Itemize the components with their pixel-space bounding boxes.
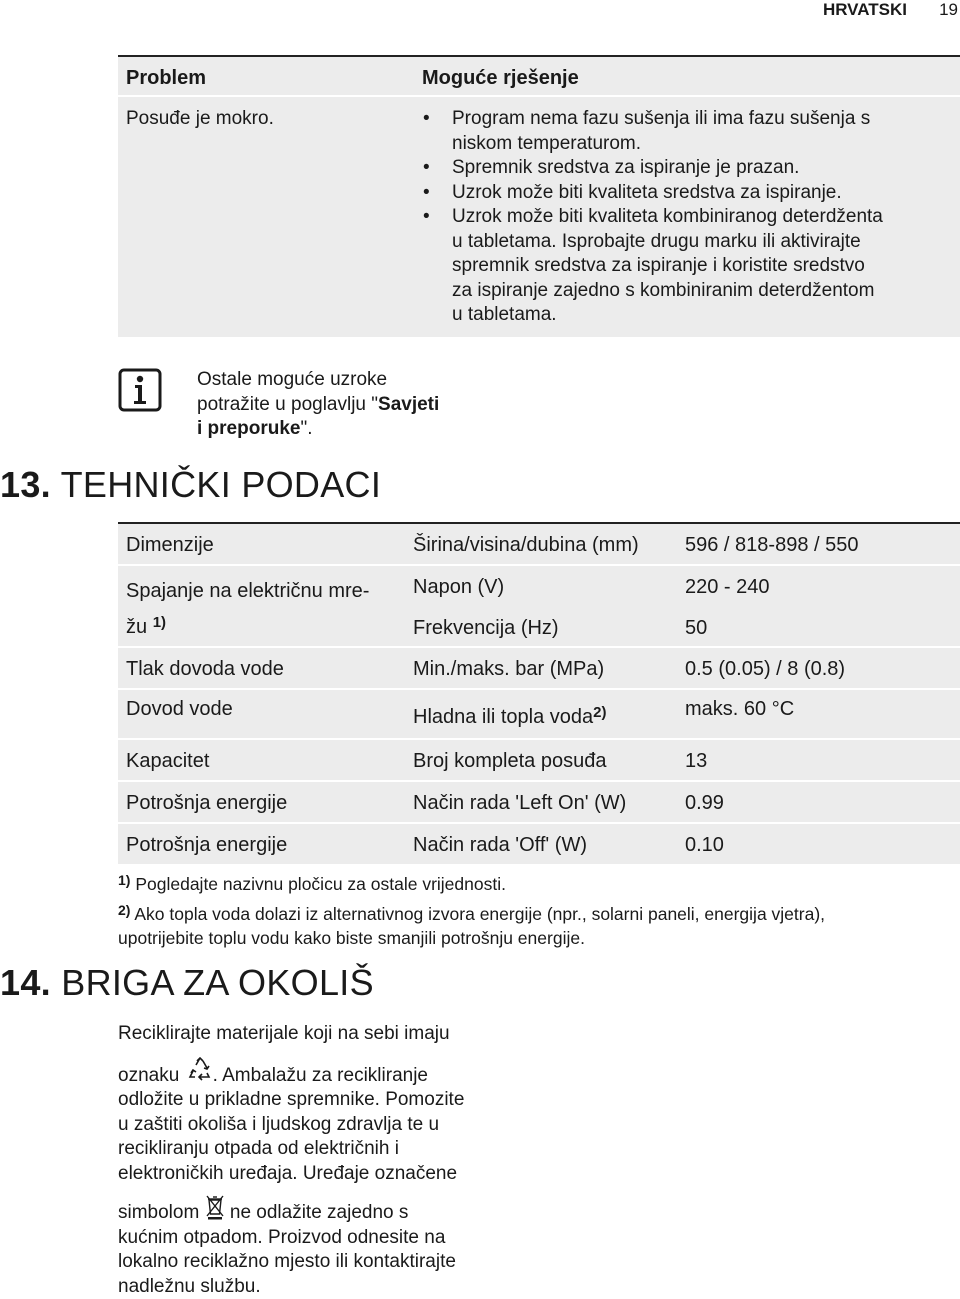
list-item: • Program nema fazu sušenja ili ima fazu sušenja s niskom temperaturom. [423,108,871,154]
list-item: • Uzrok može biti kvaliteta kombiniranog deterdženta u tabletama. Isprobajte drugu marku ili aktivirajte spremnik sredstva za ispiranje i koristite sredstvo za ispiranje zajedno s kombiniranim deterdžentom u tabletama. [423,206,883,325]
column-header-solution: Moguće rješenje [422,67,579,89]
table-header-row [118,57,960,97]
recycle-icon [187,1057,213,1083]
environment-paragraph: Reciklirajte materijale koji na sebi imaju oznaku . Ambalažu za recikliranje odložite u prikladne spremnike. Pomozite u zaštiti okoliša i ljudskog zdravlja te u recikliranju otpada od električnih i elektroničkih uređaja. Uređaje označene simbolom ne odlažite zajedno s kućnim otpadom. Proizvod odnesite na lokalno reciklažno mjesto ili kontaktirajte nadležnu službu. [118,1023,465,1297]
footnote-1: $^{1)}$ Pogledajte nazivnu pločicu za ostale vrijednosti. [118,872,506,894]
table-row: Potrošnja energije Način rada 'Off' (W) 0.10 [118,824,960,866]
table-row: Dimenzije Širina/visina/dubina (mm) 596 / 818-898 / 550 [118,524,960,566]
problem-cell: Posuđe je mokro. [126,108,274,129]
info-icon [118,368,162,412]
column-header-problem: Problem [126,67,207,89]
section-title: TEHNIČKI PODACI [60,464,382,505]
table-row: Tlak dovoda vode Min./maks. bar (MPa) 0.5 (0.05) / 8 (0.8) [118,648,960,690]
list-item: • Uzrok može biti kvaliteta sredstva za ispiranje. [423,181,842,203]
section-heading-technical-data [0,464,381,506]
table-row: Dovod vode Hladna ili topla voda$^{2)}$ maks. 60 °C [118,690,960,740]
solution-list [420,107,940,328]
list-item: • Spremnik sredstva za ispiranje je prazan. [423,157,800,178]
header-language: HRVATSKI [822,0,907,19]
section-number: 14. [0,962,51,1003]
table-row: Kapacitet Broj kompleta posuđa 13 [118,740,960,782]
section-number: 13. [0,464,51,505]
footnote-2: $^{2)}$ Ako topla voda dolazi iz alternativnog izvora energije (npr., solarni paneli, energija vjetra), upotrijebite toplu vodu kako biste smanjili potrošnju energije. [118,902,826,948]
technical-data-table [118,522,960,866]
troubleshooting-table [118,55,960,337]
table-row: Spajanje na električnu mre- žu $^{1)}$ Napon (V) 220 - 240 Frekvencija (Hz) 50 [118,566,960,648]
info-note: Ostale moguće uzroke potražite u poglavlju "Savjeti i preporuke". [197,369,440,439]
table-row: Potrošnja energije Način rada 'Left On' (W) 0.99 [118,782,960,824]
page-number: 19 [939,0,958,19]
crossed-bin-icon [205,1194,225,1220]
section-title: BRIGA ZA OKOLIŠ [61,962,374,1003]
section-heading-environment [0,962,374,1004]
